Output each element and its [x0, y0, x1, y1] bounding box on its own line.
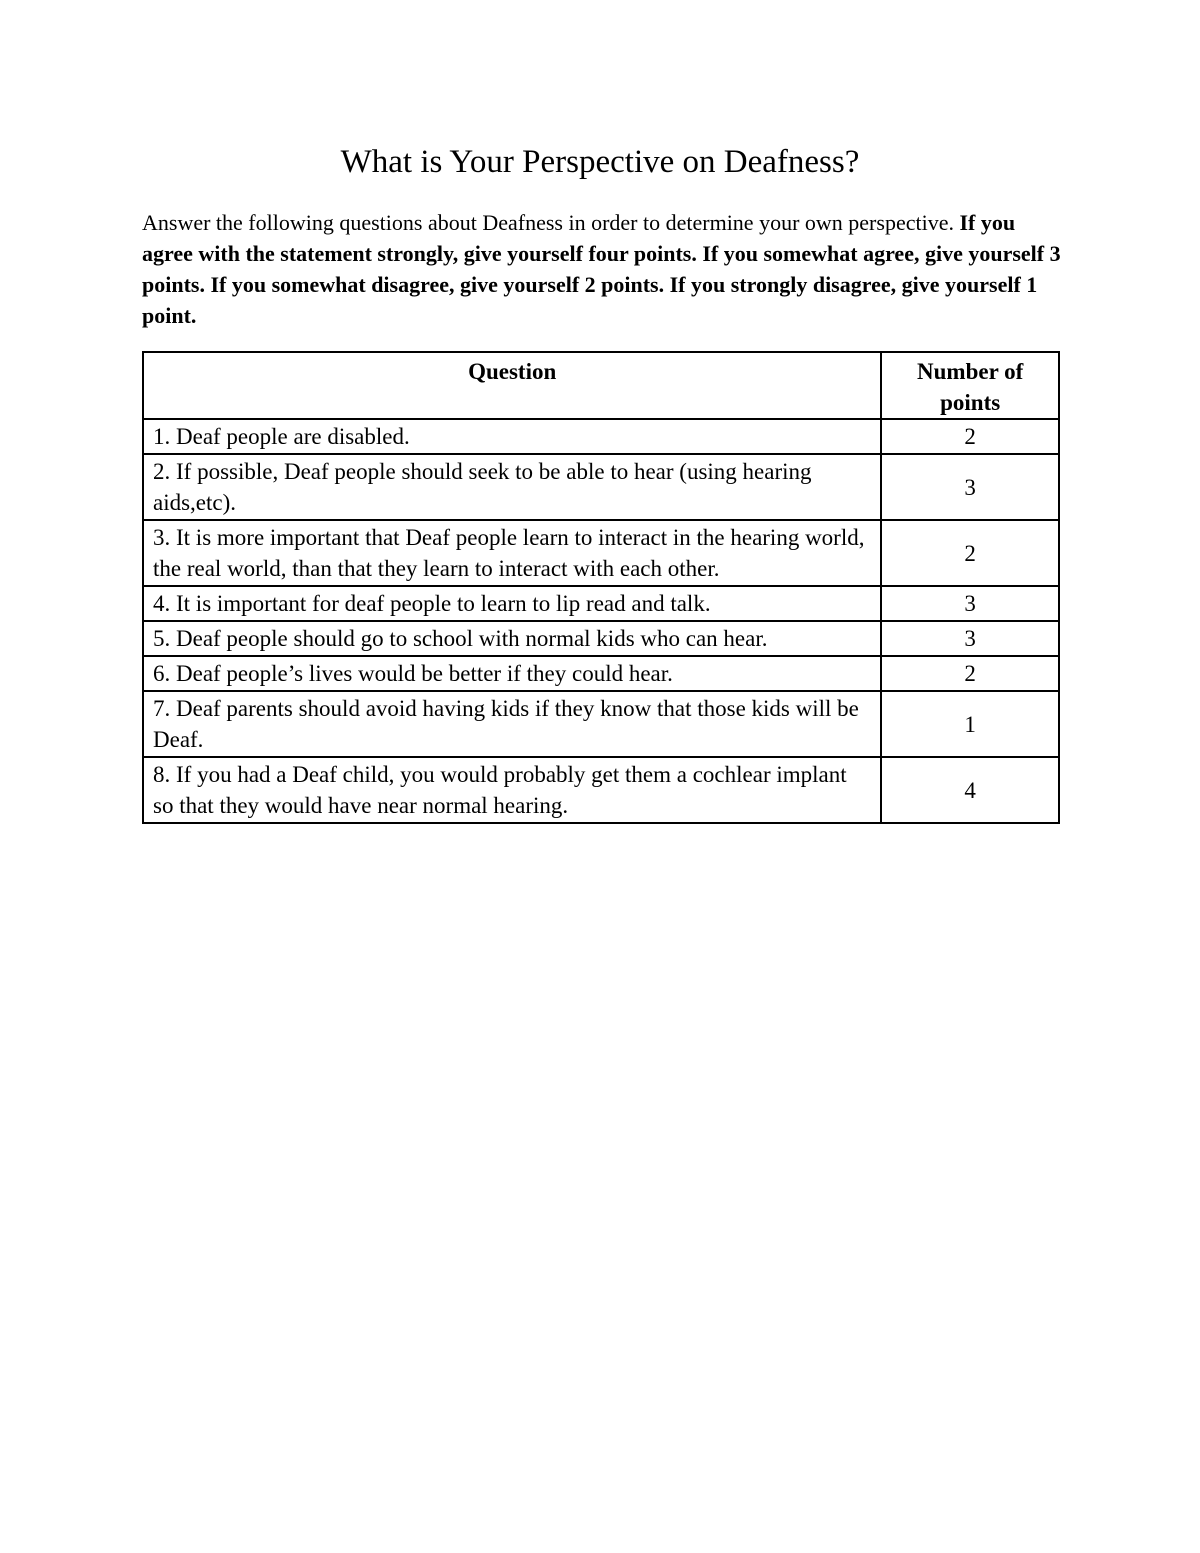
table-header-row	[143, 352, 1059, 419]
question-cell: 3. It is more important that Deaf people learn to interact in the hearing world, the real world, than that they learn to interact with each other.	[143, 520, 881, 586]
points-column-header: Number of points	[881, 352, 1059, 419]
points-cell: 3	[881, 621, 1059, 656]
table-row	[143, 757, 1059, 823]
table-row	[143, 520, 1059, 586]
table-row	[143, 656, 1059, 691]
question-cell: 2. If possible, Deaf people should seek to be able to hear (using hearing aids,etc).	[143, 454, 881, 520]
table-row	[143, 419, 1059, 454]
instructions-bold-text: If you agree with the statement strongly, give yourself four points. If you somewhat agree, give yourself 3 points. If you somewhat disagree, give yourself 2 points. If you strongly disagree, give yourself 1 point.	[142, 210, 1061, 328]
question-cell: 4. It is important for deaf people to learn to lip read and talk.	[143, 586, 881, 621]
points-cell: 2	[881, 656, 1059, 691]
question-cell: 1. Deaf people are disabled.	[143, 419, 881, 454]
question-cell: 6. Deaf people’s lives would be better if they could hear.	[143, 656, 881, 691]
table-row	[143, 621, 1059, 656]
points-cell: 3	[881, 454, 1059, 520]
table-row	[143, 454, 1059, 520]
instructions-paragraph	[142, 207, 1062, 331]
points-cell: 2	[881, 520, 1059, 586]
perspective-survey-table	[142, 351, 1060, 824]
question-cell: 5. Deaf people should go to school with normal kids who can hear.	[143, 621, 881, 656]
question-column-header: Question	[143, 352, 881, 419]
question-cell: 8. If you had a Deaf child, you would probably get them a cochlear implant so that they would have near normal hearing.	[143, 757, 881, 823]
instructions-plain-text: Answer the following questions about Deafness in order to determine your own perspective.	[142, 210, 960, 235]
question-cell: 7. Deaf parents should avoid having kids if they know that those kids will be Deaf.	[143, 691, 881, 757]
points-cell: 4	[881, 757, 1059, 823]
table-row	[143, 691, 1059, 757]
table-row	[143, 586, 1059, 621]
points-cell: 2	[881, 419, 1059, 454]
page-title: What is Your Perspective on Deafness?	[340, 144, 860, 180]
points-cell: 3	[881, 586, 1059, 621]
points-cell: 1	[881, 691, 1059, 757]
